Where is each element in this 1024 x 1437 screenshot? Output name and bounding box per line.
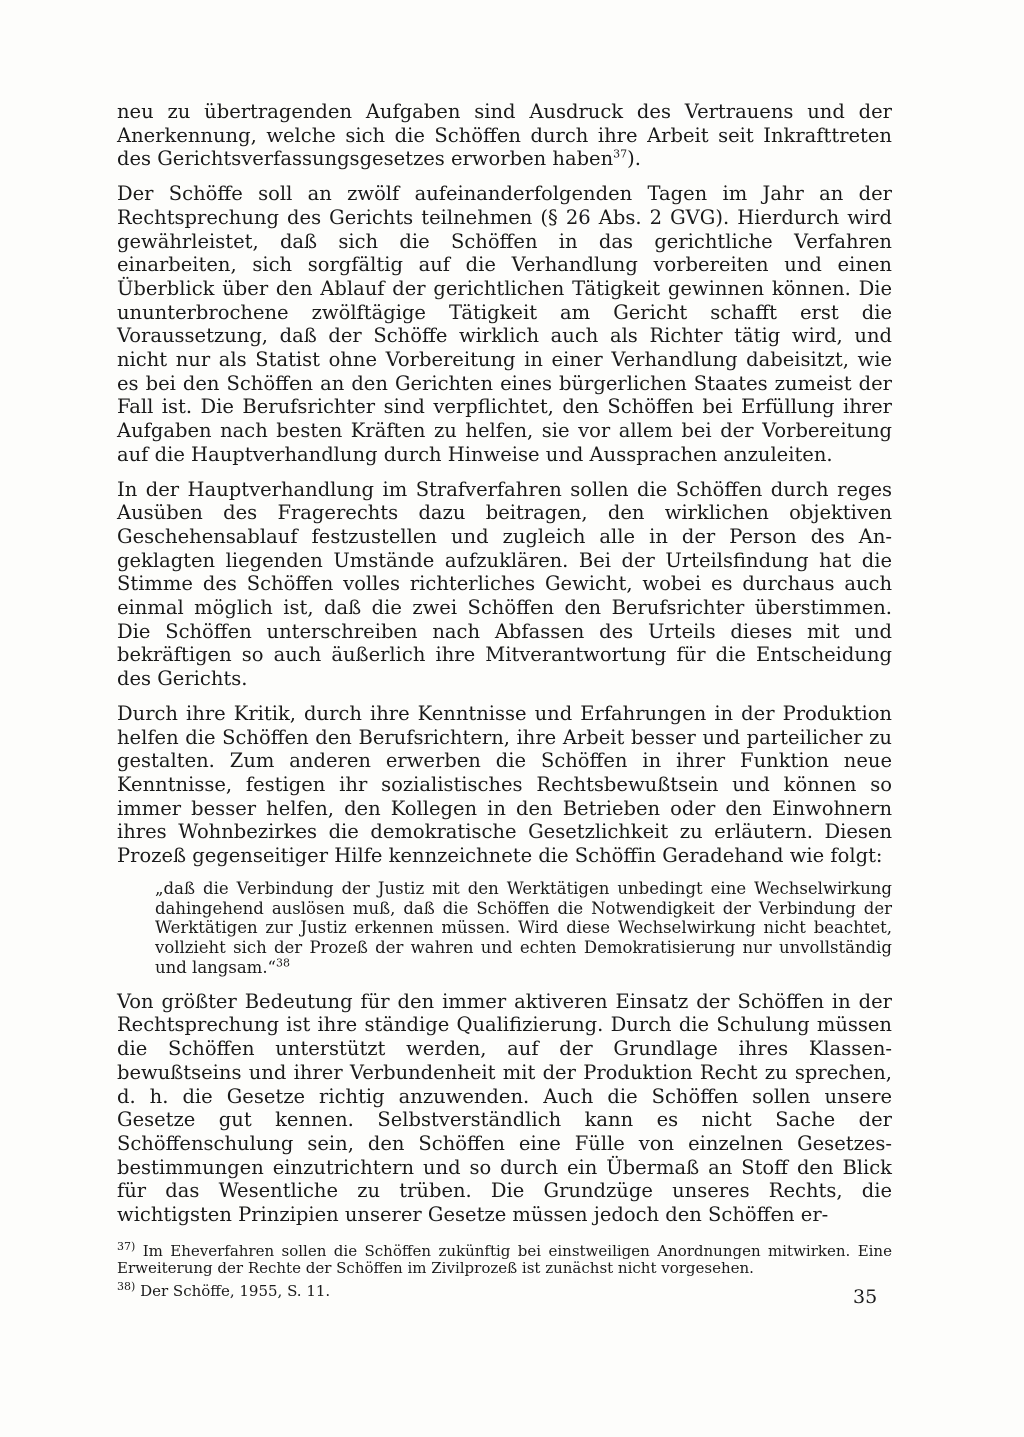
page-number: 35 (853, 1286, 878, 1308)
page-content (117, 100, 892, 1306)
paragraph-2: Der Schöffe soll an zwölf aufeinanderfolgenden Tagen im Jahr an der Rechtsprechung des Gerichts teilnehmen (§ 26 Abs. 2 GVG). Hierdurch wird gewährleistet, daß sich die Schöffen in das gerichtliche Verfahren einarbeiten, sich sorgfältig auf die Verhandlung vorbereiten und einen Überblick über den Ablauf der gerichtlichen Tätigkeit gewinnen können. Die ununterbrochene zwölftägige Tätigkeit am Gericht schafft erst die Voraussetzung, daß der Schöffe wirklich auch als Richter tätig wird, und nicht nur als Statist ohne Vorbereitung in einer Verhandlung dabeisitzt, wie es bei den Schöffen an den Gerichten eines bürgerlichen Staates zumeist der Fall ist. Die Berufsrichter sind verpflichtet, den Schöffen bei Erfüllung ihrer Aufgaben nach besten Kräften zu helfen, sie vor allem bei der Vorbereitung auf die Hauptverhandlung durch Hinweise und Aussprachen anzuleiten. (117, 182, 892, 466)
paragraph-4: Durch ihre Kritik, durch ihre Kenntnisse und Erfahrungen in der Produktion helfen die Schöffen den Berufsrichtern, ihre Arbeit besser und parteilicher zu gestalten. Zum anderen erwerben die Schöffen in ihrer Funktion neue Kenntnisse, festigen ihr sozialistisches Rechtsbewußtsein und können so immer besser helfen, den Kollegen in den Betrieben oder den Einwohnern ihres Wohnbezirkes die demokratische Gesetzlichkeit zu erläutern. Diesen Prozeß gegenseitiger Hilfe kennzeichnete die Schöffin Geradehand wie folgt: (117, 701, 892, 868)
block-quote: „daß die Verbindung der Justiz mit den Werktätigen unbedingt eine Wechselwirkung dahingehend auslösen muß, daß die Schöffen die Notwendigkeit der Verbindung der Werktätigen zur Justiz erkennen müssen. Wird diese Wechselwirkung nicht beachtet, vollzieht sich der Prozeß der wahren und echten Demokratisierung nur unvollständig und langsam.“$^{38}$ (155, 878, 892, 977)
footnote-ref-38: 38 (276, 956, 290, 970)
paragraph-1: neu zu übertragenden Aufgaben sind Ausdruck des Vertrauens und der Anerkennung, welche sich die Schöffen durch ihre Arbeit seit Inkrafttreten des Gerichtsverfassungsgesetzes erworben haben$^{37}$). (117, 100, 892, 171)
footnote-37: $^{37)}$ Im Eheverfahren sollen die Schöffen zukünftig bei einstweiligen Anordnungen mitwirken. Eine Erweiterung der Rechte der Schöffen im Zivilprozeß ist zunächst nicht vorgesehen. (117, 1239, 892, 1278)
footnote-ref-37: 37 (613, 147, 628, 161)
footnotes (117, 1239, 892, 1301)
paragraph-3: In der Hauptverhandlung im Strafverfahren sollen die Schöffen durch reges Ausüben des Fragerechts dazu beitragen, den wirklichen objektiven Geschehensablauf festzustellen und zugleich alle in der Person des Angeklagten liegenden Umstände aufzuklären. Bei der Urteilsfindung hat die Stimme des Schöffen volles richterliches Gewicht, wobei es durchaus auch einmal möglich ist, daß die zwei Schöffen den Berufsrichter überstimmen. Die Schöffen unterschreiben nach Abfassen des Urteils dieses mit und bekräftigen so auch äußerlich ihre Mitverantwortung für die Entscheidung des Gerichts. (117, 477, 892, 691)
paragraph-5: Von größter Bedeutung für den immer aktiveren Einsatz der Schöffen in der Rechtsprechung ist ihre ständige Qualifizierung. Durch die Schulung müssen die Schöffen unterstützt werden, auf der Grundlage ihres Klassenbewußtseins und ihrer Verbundenheit mit der Produktion Recht zu sprechen, d. h. die Gesetze richtig anzuwenden. Auch die Schöffen sollen unsere Gesetze gut kennen. Selbstverständlich kann es nicht Sache der Schöffenschulung sein, den Schöffen eine Fülle von einzelnen Gesetzesbestimmungen einzutrichtern und so durch ein Übermaß an Stoff den Blick für das Wesentliche zu trüben. Die Grundzüge unseres Rechts, die wichtigsten Prinzipien unserer Gesetze müssen jedoch den Schöffen er- (117, 989, 892, 1227)
footnote-38: $^{38)}$ Der Schöffe, 1955, S. 11. (117, 1280, 331, 1301)
